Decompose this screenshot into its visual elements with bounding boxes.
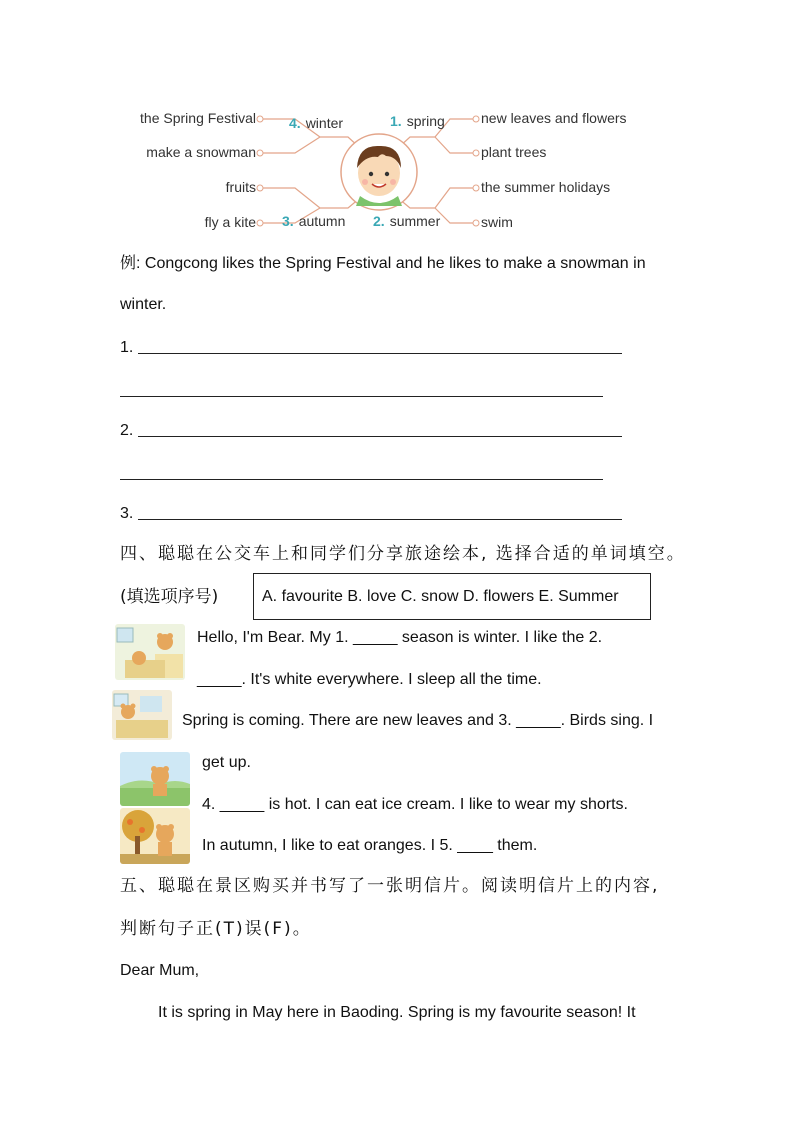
word-options: A. favourite B. love C. snow D. flowers E. Summer	[262, 587, 619, 605]
mindmap-right-item: plant trees	[481, 144, 547, 160]
season-label-winter: 4. winter	[289, 115, 344, 131]
story-line-1: Hello, I'm Bear. My 1. _____ season is winter. I like the 2.	[197, 629, 603, 646]
section4-subtitle: (填选项序号)	[120, 587, 219, 607]
season-mindmap	[120, 100, 640, 240]
mindmap-left-item: make a snowman	[146, 144, 256, 160]
story-line-2: _____. It's white everywhere. I sleep all the time.	[197, 671, 542, 688]
answer-line[interactable]	[138, 436, 622, 437]
answer-line[interactable]	[138, 519, 622, 520]
boy-avatar-icon	[341, 134, 417, 210]
mindmap-right-item: the summer holidays	[481, 179, 611, 195]
bear-winter-picture	[115, 624, 185, 680]
story-line-4: get up.	[202, 754, 251, 771]
mindmap-left-item: fruits	[225, 179, 256, 195]
postcard-body: It is spring in May here in Baoding. Spring is my favourite season! It	[158, 1004, 636, 1021]
example-line-1: 例: Congcong likes the Spring Festival and he likes to make a snowman in	[120, 255, 646, 272]
mindmap-right-item: swim	[481, 214, 513, 230]
season-label-autumn: 3. autumn	[282, 213, 346, 229]
answer-line[interactable]	[120, 396, 603, 397]
mindmap-right-item: new leaves and flowers	[481, 110, 627, 126]
mindmap-left-item: fly a kite	[204, 214, 256, 230]
story-line-6: In autumn, I like to eat oranges. I 5. ____ them.	[202, 837, 538, 854]
bear-autumn-picture	[120, 808, 190, 864]
word-options-box	[253, 573, 651, 620]
answer-line[interactable]	[138, 353, 622, 354]
bear-summer-picture	[120, 752, 190, 806]
answer-number: 1.	[120, 339, 134, 356]
example-line-2: winter.	[120, 296, 167, 313]
mindmap-left-item: the Spring Festival	[140, 110, 256, 126]
answer-line[interactable]	[120, 479, 603, 480]
bear-spring-picture	[112, 690, 172, 740]
story-line-3: Spring is coming. There are new leaves and 3. _____. Birds sing. I	[182, 712, 654, 729]
season-label-summer: 2. summer	[373, 213, 441, 229]
postcard-greeting: Dear Mum,	[120, 962, 200, 979]
season-label-spring: 1. spring	[390, 113, 445, 129]
story-line-5: 4. _____ is hot. I can eat ice cream. I like to wear my shorts.	[202, 796, 628, 813]
answer-number: 2.	[120, 422, 134, 439]
section5-title: 五、聪聪在景区购买并书写了一张明信片。阅读明信片上的内容,	[120, 876, 660, 896]
answer-number: 3.	[120, 505, 134, 522]
section4-title: 四、聪聪在公交车上和同学们分享旅途绘本, 选择合适的单词填空。	[120, 544, 686, 564]
section5-title-2: 判断句子正(T)误(F)。	[120, 919, 312, 939]
